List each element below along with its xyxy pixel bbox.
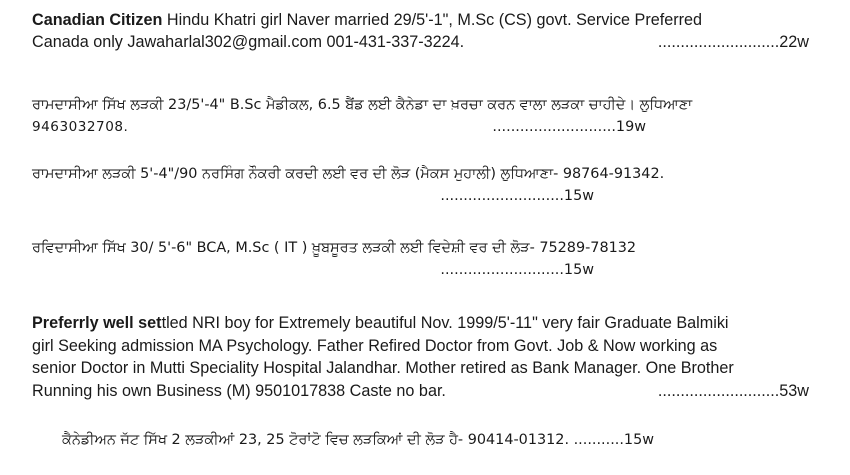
- ad-text: ਕੈਨੇਡੀਅਨ ਜੱਟ ਸਿੱਖ 2 ਲੜਕੀਆਂ 23, 25 ਟੋਰਾਂਟੋ ਵਿਚ ਲੜਕਿਆਂ ਦੀ ਲੋੜ ਹੈ- 90414-01312.: [62, 432, 570, 448]
- ad-phone: 9463032708.: [32, 119, 129, 135]
- ad-code: ...........15w: [573, 432, 654, 448]
- ad-text: Running his own Business (M) 9501017838 Caste no bar.: [32, 381, 446, 400]
- ad-text: ਰਵਿਦਾਸੀਆ ਸਿੱਖ 30/ 5'-6" BCA, M.Sc ( IT ) ਖ਼ੂਬਸੂਰਤ ਲੜਕੀ ਲਈ ਵਿਦੇਸ਼ੀ ਵਰ ਦੀ ਲੋੜ- 75289-78132: [32, 240, 637, 256]
- ad-code: ...........................19w: [492, 119, 646, 135]
- ad-lead: Canadian Citizen: [32, 11, 163, 29]
- ad-text: tled NRI boy for Extremely beautiful Nov. 1999/5'-11" very fair Graduate Balmiki: [161, 314, 729, 332]
- ad-code: ...........................15w: [440, 188, 594, 204]
- ad-code: ...........................15w: [440, 262, 594, 278]
- ad-code: ...........................22w: [657, 33, 809, 51]
- ad-line: [32, 163, 812, 185]
- ad-line: [32, 31, 812, 53]
- ad-text: ਰਾਮਦਾਸੀਆ ਲੜਕੀ 5'-4"/90 ਨਰਸਿੰਗ ਨੌਕਰੀ ਕਰਦੀ ਲਈ ਵਰ ਦੀ ਲੋੜ (ਮੈਕਸ ਮੁਹਾਲੀ) ਲੁਧਿਆਣਾ- 98764-91342.: [32, 166, 665, 182]
- ad-code: ...........................53w: [657, 381, 809, 400]
- ad-text: ਰਾਮਦਾਸੀਆ ਸਿੱਖ ਲੜਕੀ 23/5'-4" B.Sc ਮੈਡੀਕਲ, 6.5 ਬੈਂਡ ਲਈ ਕੈਨੇਡਾ ਦਾ ਖ਼ਰਚਾ ਕਰਨ ਵਾਲਾ ਲੜਕਾ ਚਾਹੀਦੇ। ਲੁਧਿਆਣਾ: [32, 97, 693, 113]
- classified-ad-5: [32, 312, 812, 402]
- ad-line: [32, 116, 812, 138]
- ad-line: [32, 9, 812, 31]
- ad-text: girl Seeking admission MA Psychology. Father Refired Doctor from Govt. Job & Now working as: [32, 336, 718, 355]
- ad-text: Canada only Jawaharlal302@gmail.com 001-431-337-3224.: [32, 33, 465, 51]
- classified-ad-4: [32, 237, 812, 281]
- ad-line: [32, 312, 812, 335]
- classified-ad-1: [32, 9, 812, 53]
- ad-lead: Preferrly well set: [32, 314, 162, 332]
- classified-ad-3: [32, 163, 812, 207]
- ad-line: [32, 94, 812, 116]
- ad-line: [32, 237, 812, 259]
- ad-line: [32, 357, 812, 380]
- ad-line: [32, 335, 812, 358]
- classified-ad-2: [32, 94, 812, 138]
- ad-text: Hindu Khatri girl Naver married 29/5'-1", M.Sc (CS) govt. Service Preferred: [162, 11, 703, 29]
- ad-line: [62, 429, 842, 451]
- ad-line: [32, 380, 812, 403]
- ad-text: senior Doctor in Mutti Speciality Hospital Jalandhar. Mother retired as Bank Manager. One Brother: [32, 359, 734, 377]
- classified-ad-6: [62, 429, 842, 451]
